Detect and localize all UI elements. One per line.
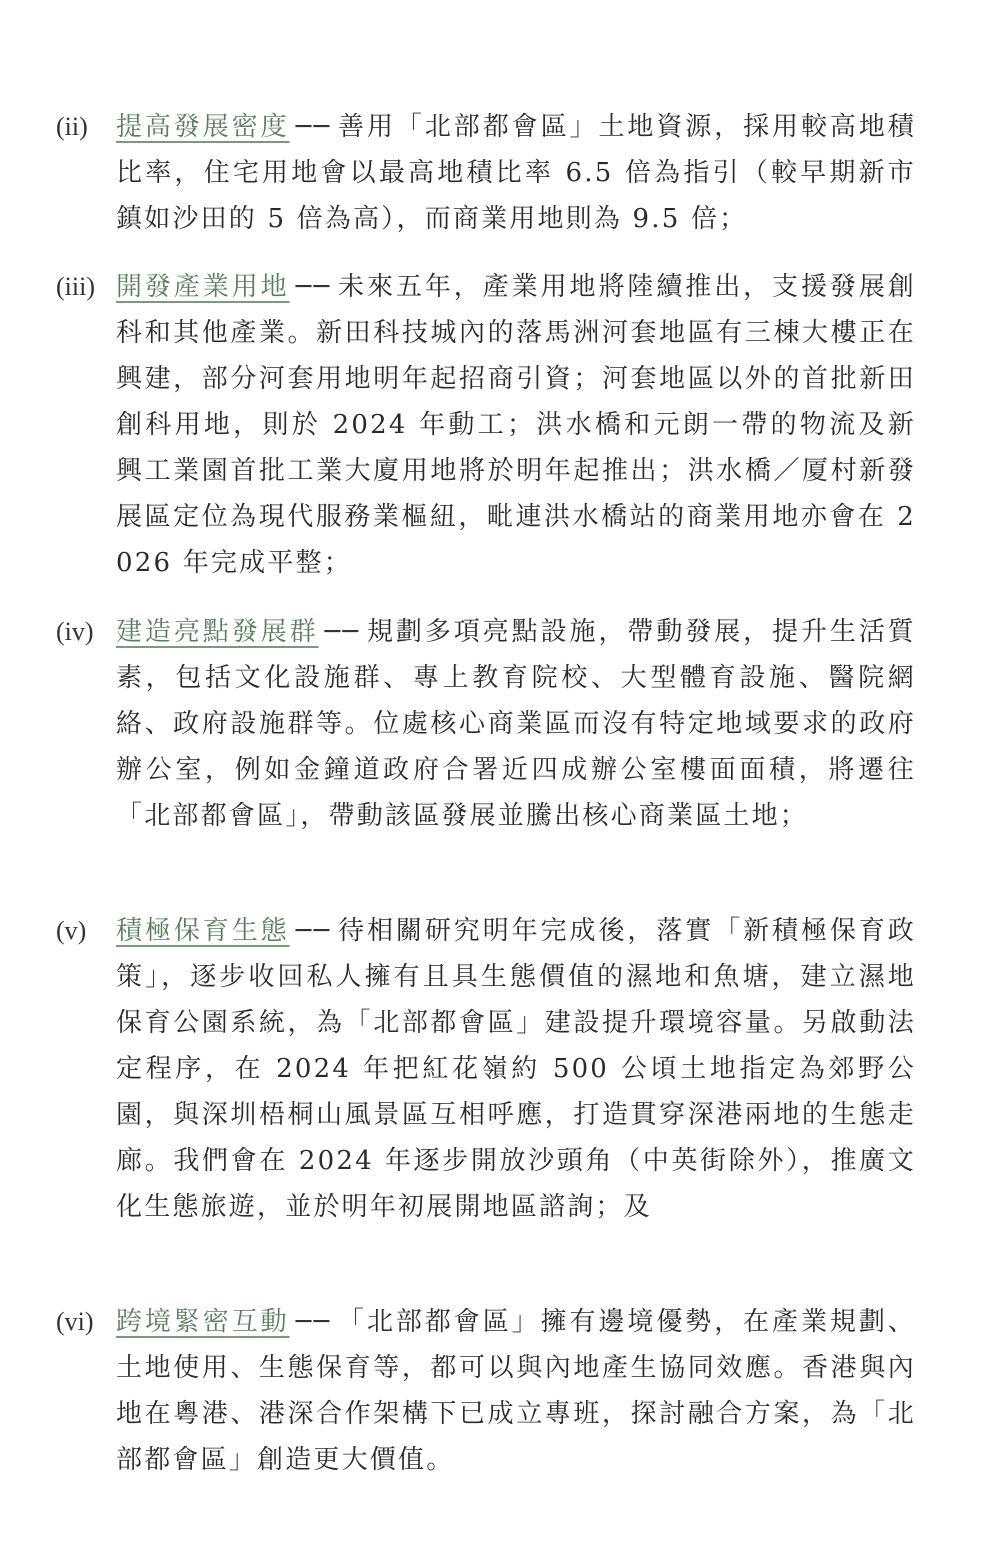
item-heading: 積極保育生態 bbox=[116, 916, 290, 946]
item-text bbox=[116, 264, 916, 586]
em-dash: ── bbox=[295, 916, 332, 946]
item-body: 未來五年，產業用地將陸續推出，支援發展創科和其他產業。新田科技城內的落馬洲河套地區有三棟大樓正在興建，部分河套用地明年起招商引資；河套地區以外的首批新田創科用地，則於 2024 年動工；洪水橋和元朗一帶的物流及新興工業園首批工業大廈用地將於明年起推出；洪水橋／厦村新發展區定位為現代服務業樞紐，毗連洪水橋站的商業用地亦會在 2026 年完成平整； bbox=[116, 272, 916, 578]
item-marker: (iii) bbox=[56, 272, 95, 301]
item-text bbox=[116, 908, 916, 1230]
item-text bbox=[116, 609, 916, 839]
em-dash: ── bbox=[295, 112, 332, 142]
item-text bbox=[116, 1299, 916, 1483]
em-dash: ── bbox=[324, 617, 361, 647]
item-marker: (v) bbox=[56, 916, 87, 945]
item-body: 善用「北部都會區」土地資源，採用較高地積比率，住宅用地會以最高地積比率 6.5 倍為指引（較早期新市鎮如沙田的 5 倍為高），而商業用地則為 9.5 倍； bbox=[116, 112, 916, 234]
item-marker: (vi) bbox=[56, 1307, 94, 1336]
item-marker: (ii) bbox=[56, 112, 88, 141]
item-heading: 開發產業用地 bbox=[116, 272, 290, 302]
item-body: 待相關研究明年完成後，落實「新積極保育政策」，逐步收回私人擁有且具生態價值的濕地和魚塘，建立濕地保育公園系統，為「北部都會區」建設提升環境容量。另啟動法定程序，在 2024 年把紅花嶺約 500 公頃土地指定為郊野公園，與深圳梧桐山風景區互相呼應，打造貫穿深港兩地的生態走廊。我們會在 2024 年逐步開放沙頭角（中英街除外），推廣文化生態旅遊，並於明年初展開地區諮詢；及 bbox=[116, 916, 916, 1222]
item-body: 規劃多項亮點設施，帶動發展，提升生活質素，包括文化設施群、專上教育院校、大型體育設施、醫院網絡、政府設施群等。位處核心商業區而沒有特定地域要求的政府辦公室，例如金鐘道政府合署近四成辦公室樓面面積，將遷往「北部都會區」，帶動該區發展並騰出核心商業區土地； bbox=[116, 617, 916, 831]
item-marker: (iv) bbox=[56, 617, 94, 646]
item-heading: 提高發展密度 bbox=[116, 112, 290, 142]
item-heading: 建造亮點發展群 bbox=[116, 617, 319, 647]
item-body: 「北部都會區」擁有邊境優勢，在產業規劃、土地使用、生態保育等，都可以與內地產生協同效應。香港與內地在粵港、港深合作架構下已成立專班，探討融合方案，為「北部都會區」創造更大價值。 bbox=[116, 1307, 916, 1475]
item-text bbox=[116, 104, 916, 242]
item-heading: 跨境緊密互動 bbox=[116, 1307, 290, 1337]
em-dash: ── bbox=[295, 272, 332, 302]
em-dash: ── bbox=[295, 1307, 332, 1337]
